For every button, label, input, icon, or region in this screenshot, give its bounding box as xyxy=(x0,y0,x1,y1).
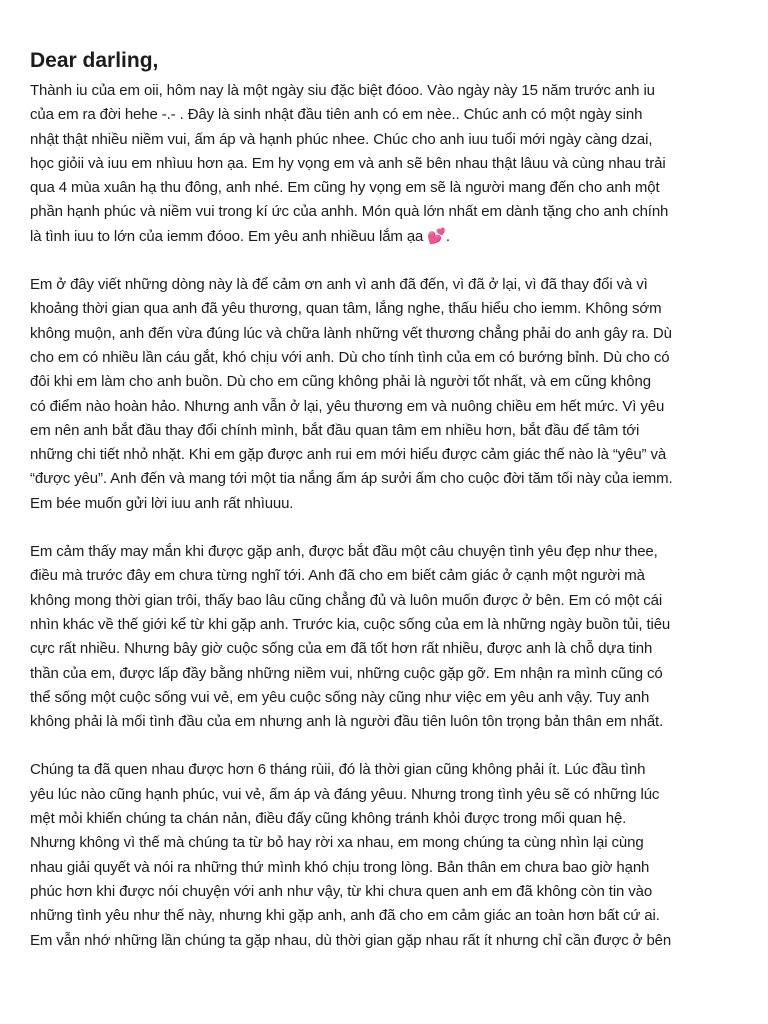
text-line: khoảng thời gian qua anh đã yêu thương, quan tâm, lắng nghe, thấu hiểu cho iemm. Không sớm xyxy=(30,300,662,318)
text-line: không mong thời gian trôi, thấy bao lâu cũng chẳng đủ và luôn muốn được ở bên. Em có một cái xyxy=(30,591,663,609)
text-line: thần của em, được lấp đầy bằng những niềm vui, những cuộc gặp gỡ. Em nhận ra mình cũng có xyxy=(30,664,663,682)
text-line: Em vẫn nhớ những lần chúng ta gặp nhau, dù thời gian gặp nhau rất ít nhưng chỉ cần được ở bên xyxy=(30,931,672,949)
text-line: phúc hơn khi được nói chuyện với anh như vậy, từ khi chưa quen anh em đã không còn tin vào xyxy=(30,882,653,900)
text-line: là tình iuu to lớn của iemm đóoo. Em yêu anh nhiềuu lắm ạa 💕. xyxy=(30,227,450,245)
text-line: những chi tiết nhỏ nhặt. Khi em gặp được anh rui em mới hiểu được cảm giác thế nào là “yêu” và xyxy=(30,446,667,464)
text-line: không phải là mối tình đầu của em nhưng anh là người đầu tiên luôn tôn trọng bản thân em nhất. xyxy=(30,713,664,731)
text-line: yêu lúc nào cũng hạnh phúc, vui vẻ, ấm áp và đáng yêuu. Nhưng trong tình yêu sẽ có những lúc xyxy=(30,785,660,803)
note-paragraph xyxy=(30,273,742,516)
note-paragraphs xyxy=(30,79,742,953)
note-paragraph xyxy=(30,79,742,249)
text-line: không muộn, anh đến vừa đúng lúc và chữa lành những vết thương chẳng phải do anh gây ra. Dù xyxy=(30,324,672,342)
text-line: nhật thật nhiều niềm vui, ấm áp và hạnh phúc nhee. Chúc cho anh iuu tuổi mới ngày càng dzai, xyxy=(30,130,653,148)
text-line: em nên anh bắt đầu thay đổi chính mình, bắt đầu quan tâm em nhiều hơn, bắt đầu để tâm tới xyxy=(30,421,640,439)
text-line: Chúng ta đã quen nhau được hơn 6 tháng rùii, đó là thời gian cũng không phải ít. Lúc đầu tình xyxy=(30,761,646,779)
note-paragraph xyxy=(30,540,742,734)
note-greeting: Dear darling, xyxy=(30,49,159,72)
text-line: phần hạnh phúc và niềm vui trong kí ức của anhh. Món quà lớn nhất em dành tặng cho anh chính xyxy=(30,203,669,221)
note-paragraph xyxy=(30,758,742,952)
text-line: nhau giải quyết và nói ra những thứ mình khó chịu trong lòng. Bản thân em chưa bao giờ hạnh xyxy=(30,858,650,876)
text-line: Em cảm thấy may mắn khi được gặp anh, được bắt đầu một câu chuyện tình yêu đẹp như thee, xyxy=(30,543,658,561)
text-line: Nhưng không vì thế mà chúng ta từ bỏ hay rời xa nhau, em mong chúng ta cùng nhìn lại cùng xyxy=(30,834,644,852)
text-line: cực rất nhiều. Nhưng bây giờ cuộc sống của em đã tốt hơn rất nhiều, được anh là chỗ dựa tinh xyxy=(30,640,653,658)
text-line: những tình yêu như thế này, nhưng khi gặp anh, anh đã cho em cảm giác an toàn hơn bất cứ ai. xyxy=(30,907,660,925)
text-line: qua 4 mùa xuân hạ thu đông, anh nhé. Em cũng hy vọng em sẽ là người mang đến cho anh một xyxy=(30,179,660,197)
text-line: thể sống một cuộc sống vui vẻ, em yêu cuộc sống này cũng như việc em yêu anh vậy. Tuy anh xyxy=(30,688,650,706)
text-line: của em ra đời hehe -.- . Đây là sinh nhật đầu tiên anh có em nèe.. Chúc anh có một ngày sinh xyxy=(30,106,643,124)
text-line: đôi khi em làm cho anh buồn. Dù cho em cũng không phải là người tốt nhất, và em cũng không xyxy=(30,373,651,391)
text-line: học giỏii và iuu em nhìuu hơn ạa. Em hy vọng em và anh sẽ bên nhau thật lâuu và cùng nhau trải xyxy=(30,154,666,172)
text-line: cho em có nhiều lần cáu gắt, khó chịu với anh. Dù cho tính tình của em có bướng bỉnh. Dù cho có xyxy=(30,348,670,366)
text-line: mệt mỏi khiến chúng ta chán nản, điều đấy cũng không tránh khỏi được trong mối quan hệ. xyxy=(30,810,627,828)
text-line: điều mà trước đây em chưa từng nghĩ tới. Anh đã cho em biết cảm giác ở cạnh một người mà xyxy=(30,567,645,585)
text-line: có điểm nào hoàn hảo. Nhưng anh vẫn ở lại, yêu thương em và nuông chiều em hết mức. Vì yêu xyxy=(30,397,665,415)
text-line: “được yêu”. Anh đến và mang tới một tia nắng ấm áp sưởi ấm cho cuộc đời tăm tối này của iemm. xyxy=(30,470,673,488)
text-line: nhìn khác về thế giới kể từ khi gặp anh. Trước kia, cuộc sống của em là những ngày buồn tủi, tiêu xyxy=(30,615,671,633)
note-body xyxy=(30,46,742,977)
text-line: Em bée muốn gửi lời iuu anh rất nhìuuu. xyxy=(30,494,294,512)
text-line: Thành iu của em oii, hôm nay là một ngày siu đặc biệt đóoo. Vào ngày này 15 năm trước anh iu xyxy=(30,82,655,99)
text-line: Em ở đây viết những dòng này là để cảm ơn anh vì anh đã đến, vì đã ở lại, vì đã thay đổi và vì xyxy=(30,276,648,294)
